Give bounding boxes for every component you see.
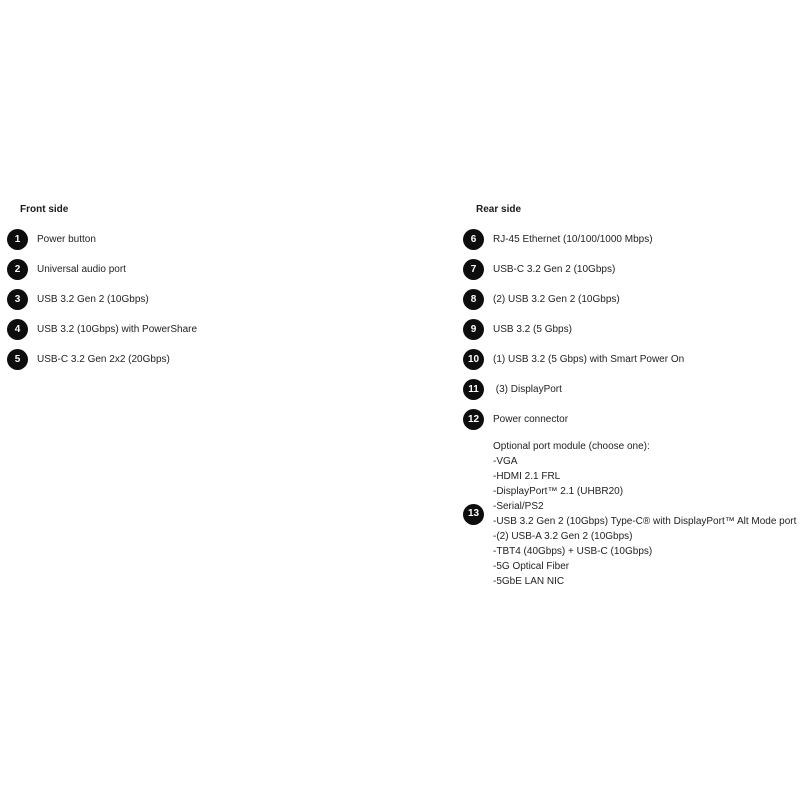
port-label: USB 3.2 Gen 2 (10Gbps) [37,294,149,305]
rear-side-title: Rear side [476,204,522,215]
port-item-5 [7,349,407,370]
rear-port-list [463,229,798,589]
number-badge: 9 [463,319,484,340]
optional-module-option: -USB 3.2 Gen 2 (10Gbps) Type-C® with DisplayPort™ Alt Mode port [493,516,797,527]
optional-module-list [493,439,796,589]
port-item-11 [463,379,798,400]
port-label: (2) USB 3.2 Gen 2 (10Gbps) [493,294,620,305]
port-item-4 [7,319,407,340]
number-badge: 2 [7,259,28,280]
number-badge: 13 [463,504,484,525]
number-badge: 3 [7,289,28,310]
port-label: USB-C 3.2 Gen 2 (10Gbps) [493,264,616,275]
port-item-10 [463,349,798,370]
optional-module-option: -DisplayPort™ 2.1 (UHBR20) [493,486,624,497]
port-label: USB-C 3.2 Gen 2x2 (20Gbps) [37,354,170,365]
port-label: USB 3.2 (5 Gbps) [493,324,572,335]
rear-side-section [463,203,798,598]
number-badge: 4 [7,319,28,340]
port-item-9 [463,319,798,340]
optional-module-option: -Serial/PS2 [493,501,544,512]
number-badge: 11 [463,379,484,400]
port-item-3 [7,289,407,310]
optional-module-option: -(2) USB-A 3.2 Gen 2 (10Gbps) [493,531,633,542]
port-label: (1) USB 3.2 (5 Gbps) with Smart Power On [493,354,685,365]
number-badge: 6 [463,229,484,250]
number-badge: 12 [463,409,484,430]
port-item-13 [463,439,798,589]
front-side-title: Front side [20,204,69,215]
number-badge: 7 [463,259,484,280]
optional-module-heading: Optional port module (choose one): [493,441,650,452]
number-badge: 8 [463,289,484,310]
port-label: Universal audio port [37,264,126,275]
number-badge: 1 [7,229,28,250]
port-label: USB 3.2 (10Gbps) with PowerShare [37,324,198,335]
optional-module-option: -5GbE LAN NIC [493,576,565,587]
port-item-1 [7,229,407,250]
number-badge: 10 [463,349,484,370]
port-label: Power button [37,234,96,245]
front-port-list [7,229,407,370]
port-item-8 [463,289,798,310]
port-label: (3) DisplayPort [493,384,562,395]
optional-module-option: -5G Optical Fiber [493,561,570,572]
port-item-12 [463,409,798,430]
port-item-2 [7,259,407,280]
optional-module-option: -VGA [493,456,518,467]
front-side-section [7,203,407,379]
port-item-6 [463,229,798,250]
optional-module-option: -HDMI 2.1 FRL [493,471,561,482]
number-badge: 5 [7,349,28,370]
optional-module-option: -TBT4 (40Gbps) + USB-C (10Gbps) [493,546,653,557]
port-item-7 [463,259,798,280]
port-label: RJ-45 Ethernet (10/100/1000 Mbps) [493,234,653,245]
port-label: Power connector [493,414,569,425]
